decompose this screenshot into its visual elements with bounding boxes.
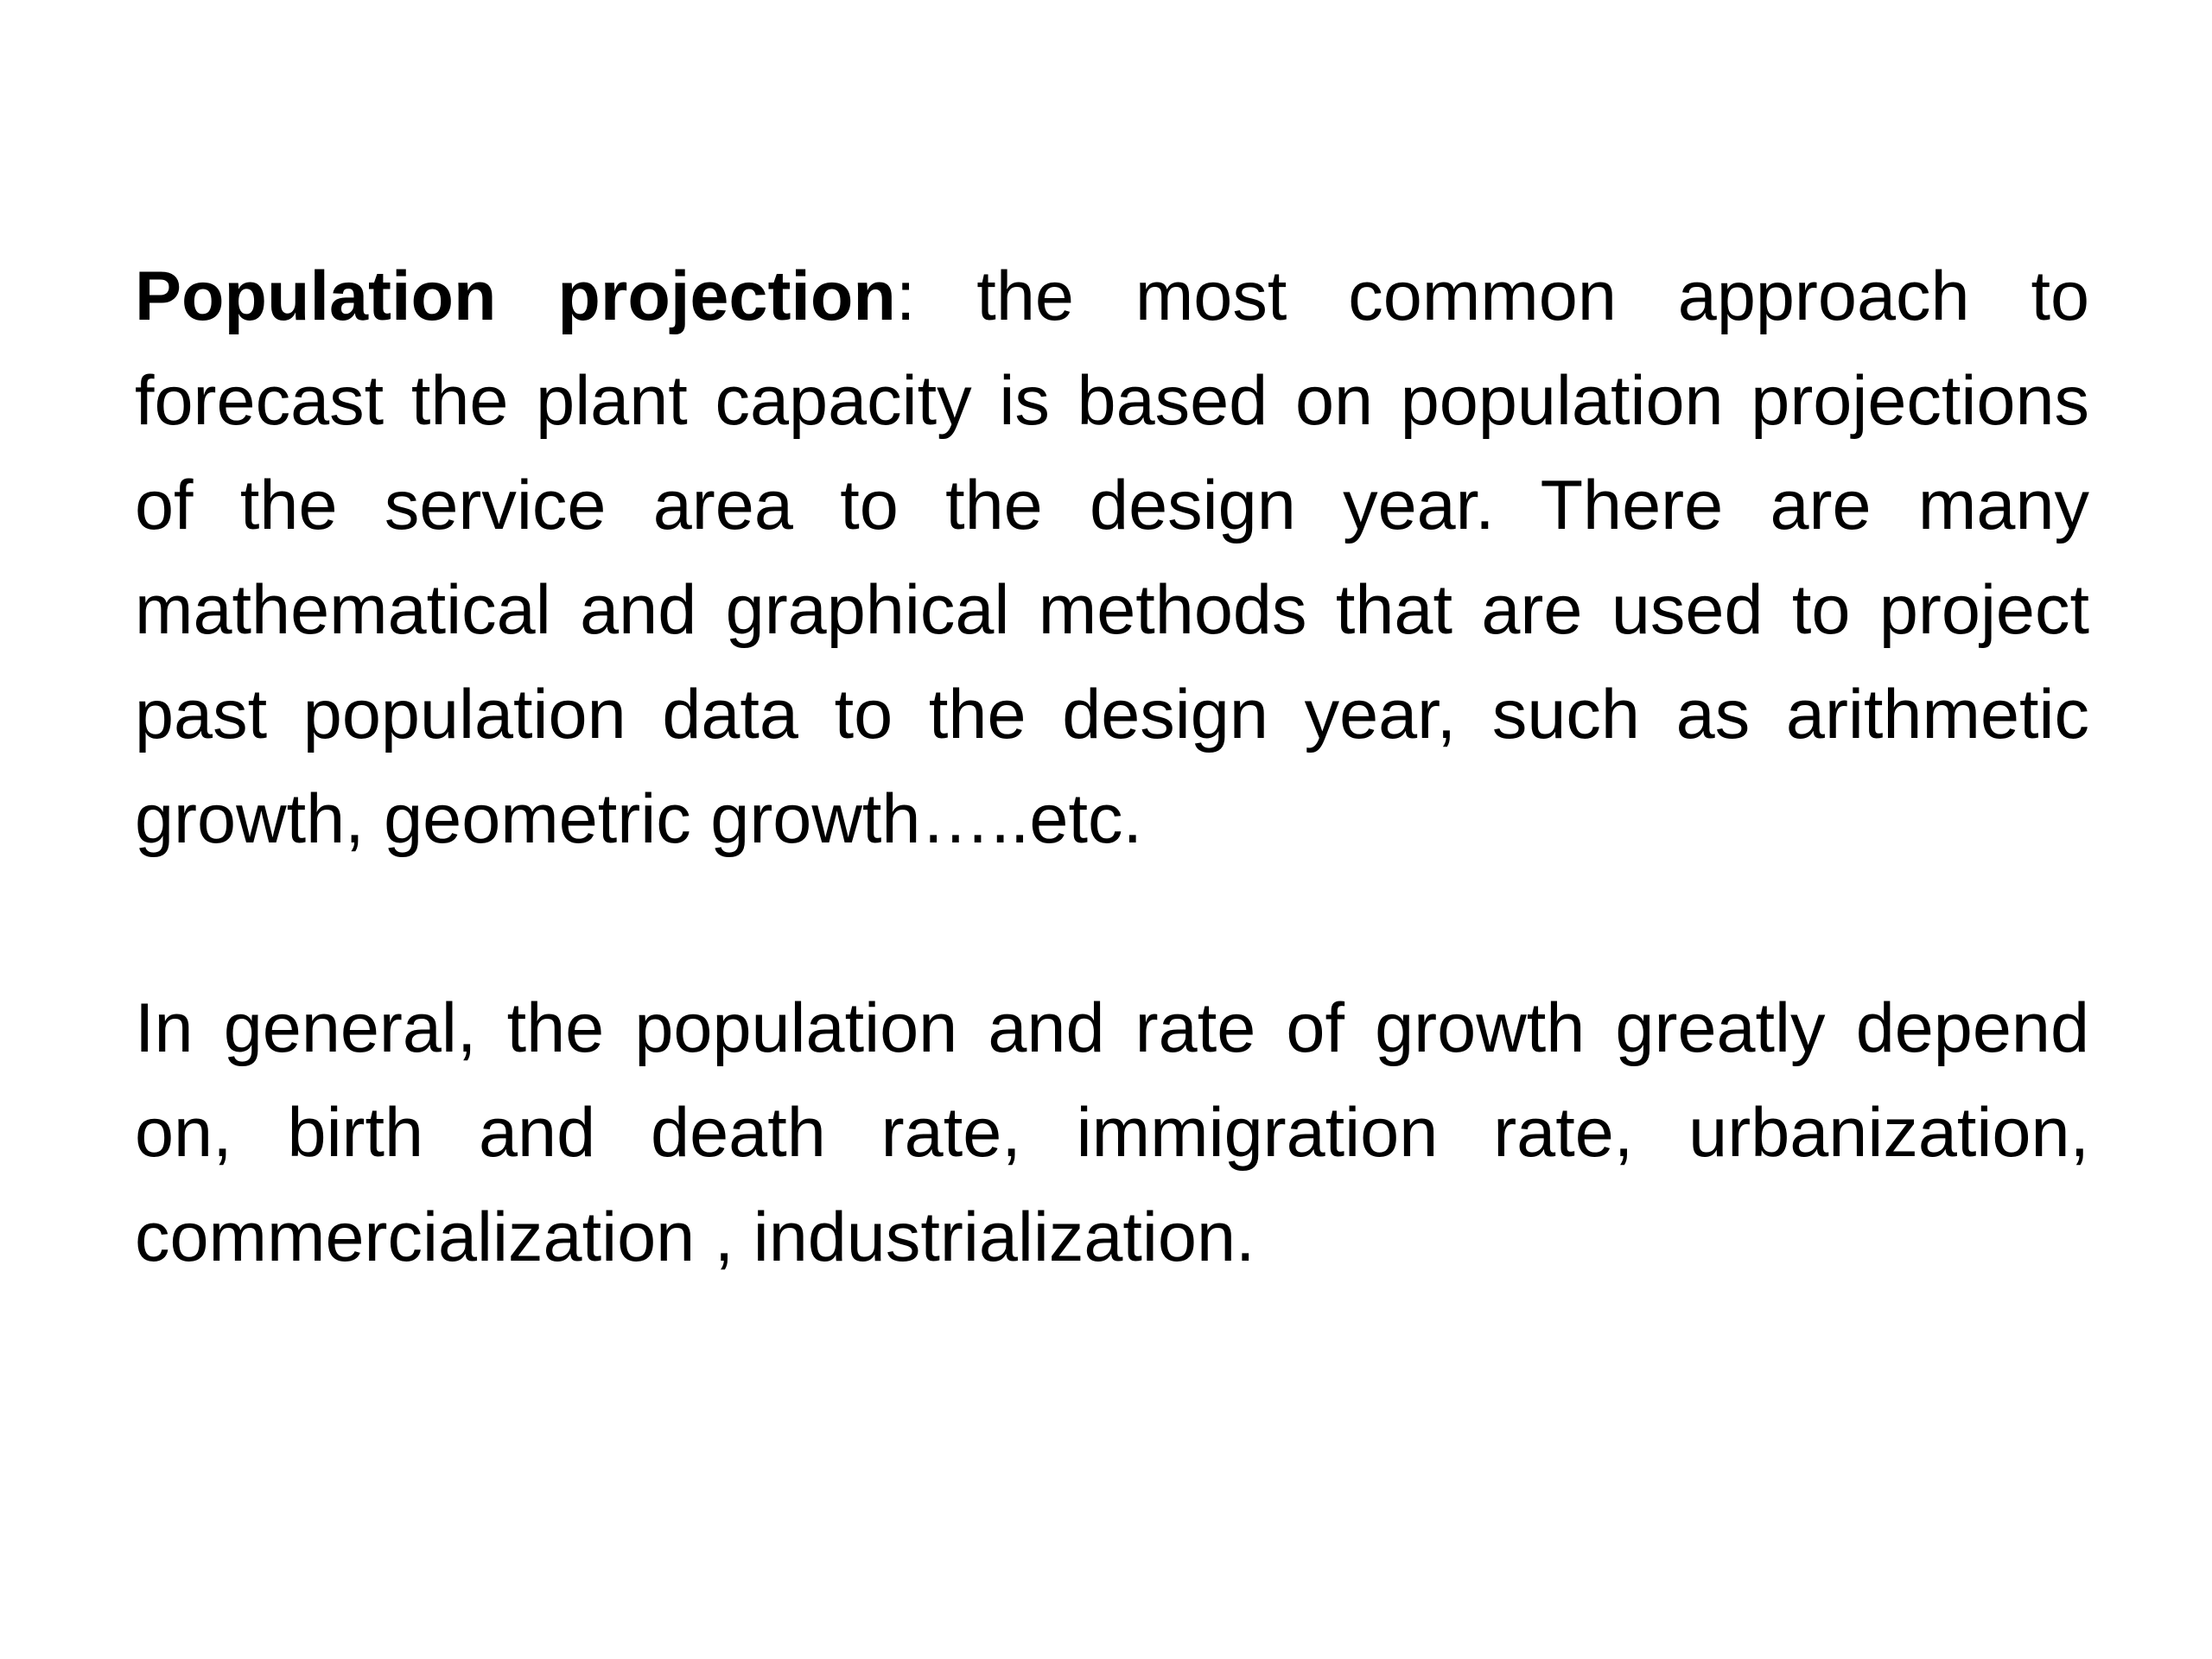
paragraph-2-text: In general, the population and rate of growth greatly depend on, birth and death rate, immigration rate, urbanization, commercialization , industrialization. <box>135 989 2089 1276</box>
paragraph-1-text: : the most common approach to forecast the plant capacity is based on population projections of the service area to the design year. There are many mathematical and graphical methods that are used to project past population data to the design year, such as arithmetic growth, geometric growth…..etc. <box>135 257 2090 858</box>
paragraph-population-projection <box>135 245 2089 872</box>
paragraph-growth-factors <box>135 976 2089 1290</box>
slide-body <box>135 245 2089 1290</box>
term-population-projection: Population projection <box>135 257 896 335</box>
